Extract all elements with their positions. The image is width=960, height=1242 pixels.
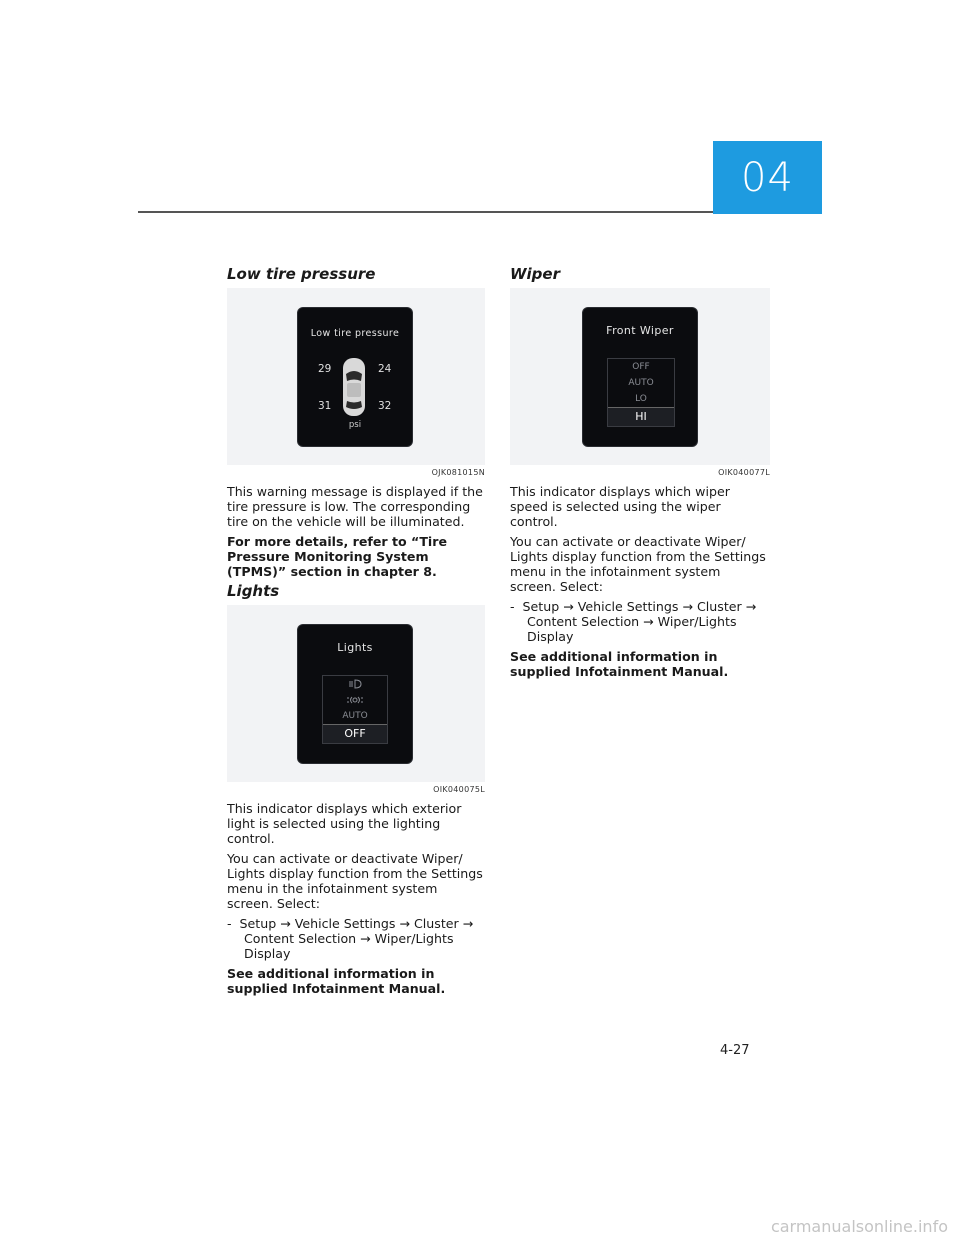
wiper-settings-path: - Setup → Vehicle Settings → Cluster → Content Selection → Wiper/Lights Display — [510, 599, 757, 644]
lights-option-low-beam — [323, 676, 387, 692]
lights-settings-path: - Setup → Vehicle Settings → Cluster → Content Selection → Wiper/Lights Display — [227, 916, 474, 961]
watermark: carmanualsonline.info — [770, 1217, 948, 1236]
position-lamp-icon — [346, 695, 364, 705]
section-lights — [227, 582, 485, 1001]
section-title-lights: Lights — [227, 582, 280, 600]
screen-title-tpms: Low tire pressure — [310, 328, 400, 339]
wiper-option-auto: AUTO — [628, 378, 654, 388]
lights-option-position — [323, 692, 387, 708]
tire-pressure-unit: psi — [348, 420, 362, 430]
wiper-description: This indicator displays which wiper speed is selected using the wiper control. — [510, 484, 730, 529]
car-top-view-icon — [341, 356, 367, 418]
figure-code-low-tire: OJK081015N — [431, 468, 485, 477]
figure-code-lights: OIK040075L — [433, 785, 485, 794]
lights-settings-instruction: You can activate or deactivate Wiper/ Lights display function from the Settings menu in the infotainment system screen. Select: — [227, 851, 483, 911]
cluster-screen-tpms — [298, 308, 412, 446]
screen-title-lights: Lights — [337, 641, 373, 654]
lights-option-off-selected: OFF — [323, 724, 387, 743]
page-number: 4-27 — [720, 1043, 750, 1058]
section-title-low-tire: Low tire pressure — [227, 265, 376, 283]
lights-description: This indicator displays which exterior light is selected using the lighting control. — [227, 801, 462, 846]
figure-wiper — [510, 288, 770, 465]
figure-lights — [227, 605, 485, 782]
tire-front-right-value: 24 — [378, 363, 392, 375]
section-low-tire-pressure — [227, 265, 485, 584]
section-wiper — [510, 265, 770, 684]
wiper-infotainment-note: See additional information in supplied Infotainment Manual. — [510, 649, 729, 679]
lights-option-list — [322, 675, 388, 744]
cluster-screen-lights — [298, 625, 412, 763]
cluster-screen-wiper — [583, 308, 697, 446]
wiper-settings-instruction: You can activate or deactivate Wiper/ Lights display function from the Settings menu in the infotainment system screen. Select: — [510, 534, 766, 594]
low-tire-description: This warning message is displayed if the tire pressure is low. The corresponding tire on the vehicle will be illuminated. — [227, 484, 483, 529]
lights-option-auto: AUTO — [342, 711, 368, 721]
screen-title-wiper: Front Wiper — [606, 324, 674, 337]
lights-infotainment-note: See additional information in supplied Infotainment Manual. — [227, 966, 446, 996]
header-rule — [138, 211, 713, 213]
figure-low-tire — [227, 288, 485, 465]
tire-rear-left-value: 31 — [318, 400, 332, 412]
low-tire-reference: For more details, refer to “Tire Pressure Monitoring System (TPMS)” section in chapter 8. — [227, 534, 447, 579]
wiper-option-off: OFF — [632, 362, 650, 372]
wiper-option-hi-selected: HI — [608, 407, 674, 426]
wiper-option-lo: LO — [635, 394, 647, 404]
wiper-option-list — [607, 358, 675, 427]
tire-rear-right-value: 32 — [378, 400, 392, 412]
headlamp-low-beam-icon — [347, 679, 363, 689]
chapter-tab: 04 — [713, 141, 822, 214]
figure-code-wiper: OIK040077L — [718, 468, 770, 477]
section-title-wiper: Wiper — [510, 265, 560, 283]
tire-front-left-value: 29 — [318, 363, 332, 375]
